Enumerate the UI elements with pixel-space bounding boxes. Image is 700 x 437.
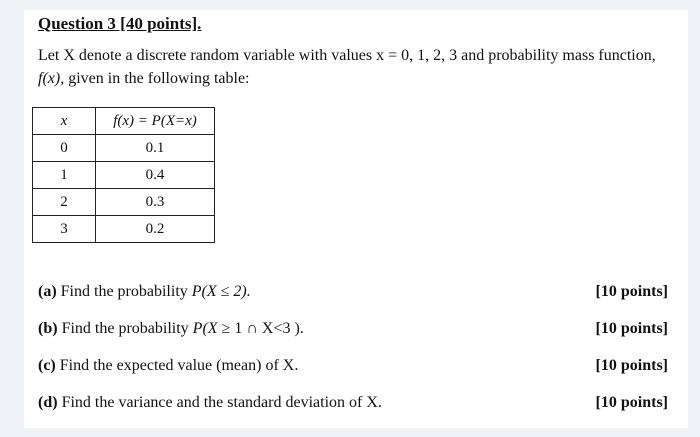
cell-p: 0.4	[96, 162, 215, 189]
question-intro	[38, 44, 678, 90]
table-row	[33, 135, 215, 162]
pmf-table	[32, 107, 215, 243]
part-text: Find the probability	[56, 283, 192, 300]
part-d	[38, 394, 668, 412]
part-text: Find the probability	[57, 320, 193, 337]
cell-x: 2	[33, 189, 96, 216]
question-sheet	[24, 10, 688, 428]
table-header-row	[33, 108, 215, 135]
cell-x: 3	[33, 216, 96, 243]
part-label: (c)	[38, 357, 56, 374]
part-math: P(X ≤ 2).	[191, 283, 251, 300]
part-text-post: ≥ 1 ∩ X<3 ).	[221, 320, 304, 337]
part-label: (d)	[38, 394, 58, 411]
cell-x: 1	[33, 162, 96, 189]
header-fx: f(x) = P(X=x)	[96, 108, 215, 135]
part-points: [10 points]	[595, 320, 668, 337]
part-math: P(X	[192, 320, 222, 337]
question-title: Question 3 [40 points].	[38, 14, 202, 33]
cell-p: 0.1	[96, 135, 215, 162]
intro-line-1: Let X denote a discrete random variable with values x = 0, 1, 2, 3 and probability mass function,	[38, 47, 656, 64]
header-x: x	[33, 108, 96, 135]
part-b	[38, 320, 668, 338]
part-points: [10 points]	[595, 283, 668, 300]
part-text: Find the variance and the standard deviation of X.	[57, 394, 382, 411]
cell-p: 0.3	[96, 189, 215, 216]
table-row	[33, 216, 215, 243]
part-text: Find the expected value (mean) of X.	[55, 357, 299, 374]
part-points: [10 points]	[595, 394, 668, 411]
part-label: (a)	[38, 283, 57, 300]
part-label: (b)	[38, 320, 58, 337]
part-a	[38, 283, 668, 301]
cell-p: 0.2	[96, 216, 215, 243]
intro-fx: f(x),	[38, 70, 65, 87]
part-points: [10 points]	[595, 357, 668, 374]
table-row	[33, 189, 215, 216]
cell-x: 0	[33, 135, 96, 162]
part-c	[38, 357, 668, 375]
intro-line-2: given in the following table:	[64, 70, 250, 87]
table-row	[33, 162, 215, 189]
